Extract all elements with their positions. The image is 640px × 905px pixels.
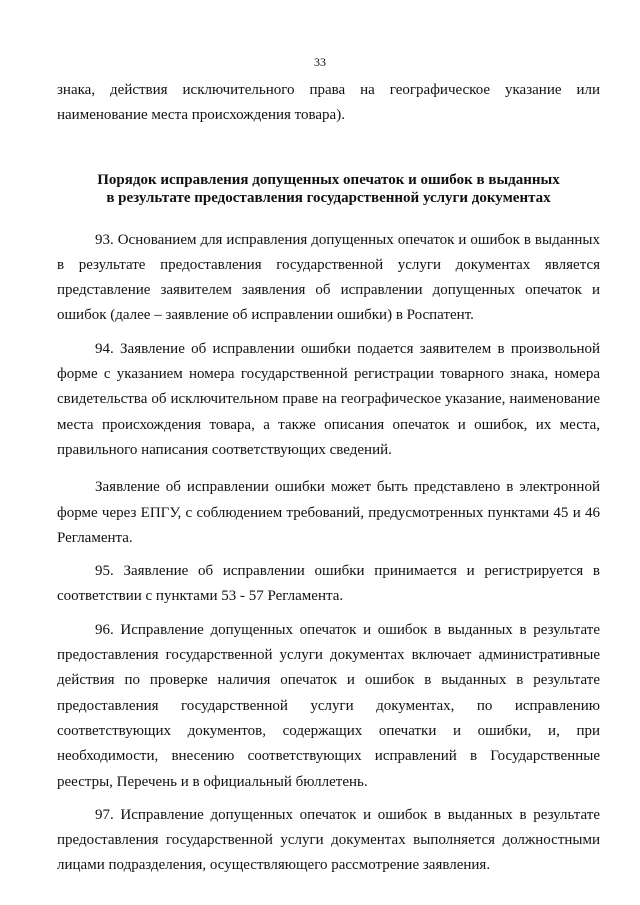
page-number: 33 [314,55,326,69]
paragraph-94: 94. Заявление об исправлении ошибки подается заявителем в произвольной форме с указанием номера государственной регистрации товарного знака, номера свидетельства об исключительном праве на географическое указание, наименование места происхождения товара, а также описания опечаток и ошибок, их места, правильного написания соответствующих сведений. [57,340,600,458]
paragraph-94-electronic: Заявление об исправлении ошибки может быть представлено в электронной форме через ЕПГУ, с соблюдением требований, предусмотренных пунктами 45 и 46 Регламента. [57,479,600,546]
paragraph-93: 93. Основанием для исправления допущенных опечаток и ошибок в выданных в результате предоставления государственной услуги документах является представление заявителем заявления об исправлении допущенных опечаток и ошибок (далее – заявление об исправлении ошибки) в Роспатент. [57,231,600,324]
intro-paragraph: знака, действия исключительного права на географическое указание или наименование места происхождения товара). [57,82,600,124]
paragraph-95: 95. Заявление об исправлении ошибки принимается и регистрируется в соответствии с пунктами 53 - 57 Регламента. [57,563,600,605]
page-content [57,78,600,879]
section-heading [57,171,600,207]
section-heading-line-1: Порядок исправления допущенных опечаток и ошибок в выданных [97,171,560,188]
paragraph-97: 97. Исправление допущенных опечаток и ошибок в выданных в результате предоставления государственной услуги документах выполняется должностными лицами подразделения, осуществляющего рассмотрение заявления. [57,806,600,874]
section-heading-line-2: в результате предоставления государственной услуги документах [106,189,551,206]
paragraph-96: 96. Исправление допущенных опечаток и ошибок в выданных в результате предоставления государственной услуги документах включает административные действия по проверке наличия опечаток и ошибок в выданных в результате предоставления государственной услуги документах, по исправлению соответствующих документов, содержащих опечатки и ошибки, и, при необходимости, внесению соответствующих исправлений в Государственные реестры, Перечень и в официальный бюллетень. [57,621,600,790]
